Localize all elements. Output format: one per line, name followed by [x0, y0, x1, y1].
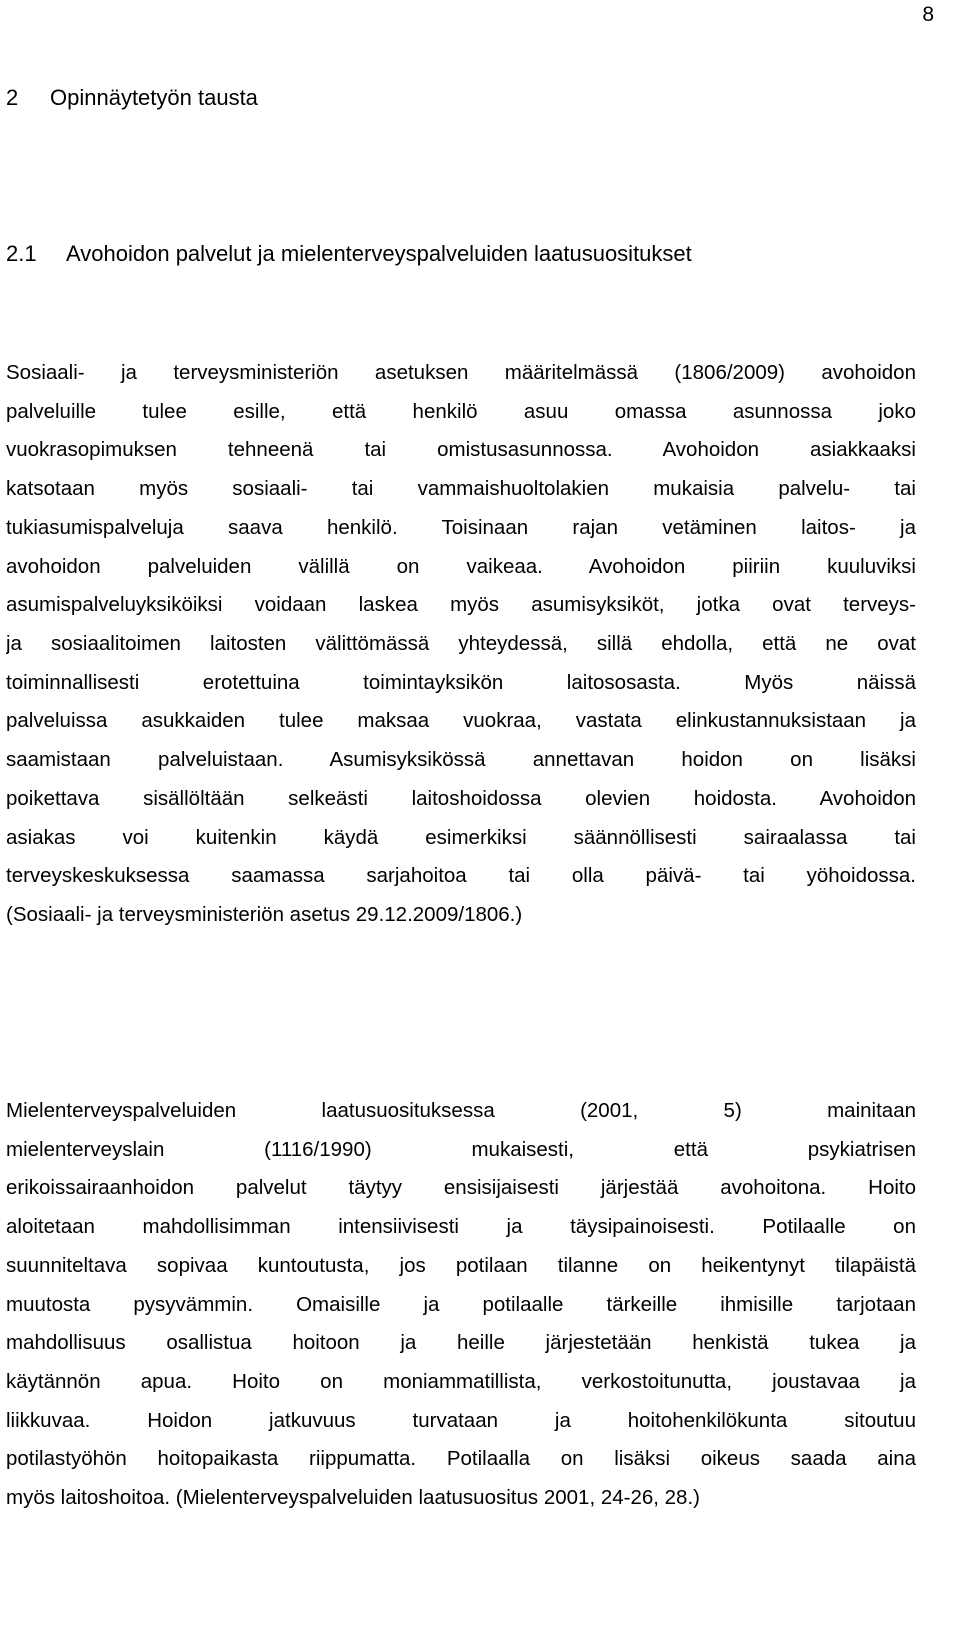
- text-line: muutosta pysyvämmin. Omaisille ja potilaalle tärkeille ihmisille tarjotaan: [6, 1292, 916, 1316]
- text-line: poikettava sisällöltään selkeästi laitoshoidossa olevien hoidosta. Avohoidon: [6, 786, 916, 810]
- paragraph-laatusuositus: [6, 1092, 916, 1518]
- chapter-heading: [6, 84, 258, 112]
- text-line: palveluissa asukkaiden tulee maksaa vuokraa, vastata elinkustannuksistaan ja: [6, 709, 916, 733]
- text-line: vuokrasopimuksen tehneenä tai omistusasunnossa. Avohoidon asiakkaaksi: [6, 438, 916, 462]
- text-line: terveyskeskuksessa saamassa sarjahoitoa tai olla päivä- tai yöhoidossa.: [6, 864, 916, 888]
- text-line: tukiasumispalveluja saava henkilö. Toisinaan rajan vetäminen laitos- ja: [6, 515, 916, 539]
- text-line: mielenterveyslain (1116/1990) mukaisesti, että psykiatrisen: [6, 1137, 916, 1161]
- text-line: asiakas voi kuitenkin käydä esimerkiksi säännöllisesti sairaalassa tai: [6, 825, 916, 849]
- text-line: mahdollisuus osallistua hoitoon ja heille järjestetään henkistä tukea ja: [6, 1331, 916, 1355]
- paragraph-avohoito-definition: [6, 354, 916, 935]
- text-line: katsotaan myös sosiaali- tai vammaishuoltolakien mukaisia palvelu- tai: [6, 477, 916, 501]
- text-line: avohoidon palveluiden välillä on vaikeaa. Avohoidon piiriin kuuluviksi: [6, 554, 916, 578]
- text-line: aloitetaan mahdollisimman intensiivisesti ja täysipainoisesti. Potilaalle on: [6, 1215, 916, 1239]
- chapter-number: 2: [6, 85, 19, 110]
- section-heading: [6, 240, 692, 268]
- text-line: liikkuvaa. Hoidon jatkuvuus turvataan ja hoitohenkilökunta sitoutuu: [6, 1408, 916, 1432]
- text-line: toiminnallisesti erotettuina toimintayksikön laitososasta. Myös näissä: [6, 670, 916, 694]
- text-line: myös laitoshoitoa. (Mielenterveyspalveluiden laatusuositus 2001, 24-26, 28.): [6, 1486, 700, 1510]
- page-number: 8: [922, 3, 934, 26]
- section-title: Avohoidon palvelut ja mielenterveyspalveluiden laatusuositukset: [66, 241, 692, 266]
- text-line: käytännön apua. Hoito on moniammatillista, verkostoitunutta, joustavaa ja: [6, 1370, 916, 1394]
- section-number: 2.1: [6, 241, 37, 266]
- text-line: saamistaan palveluistaan. Asumisyksikössä annettavan hoidon on lisäksi: [6, 748, 916, 772]
- text-line: erikoissairaanhoidon palvelut täytyy ensisijaisesti järjestää avohoitona. Hoito: [6, 1176, 916, 1200]
- text-line: potilastyöhön hoitopaikasta riippumatta. Potilaalla on lisäksi oikeus saada aina: [6, 1447, 916, 1471]
- text-line: Mielenterveyspalveluiden laatusuosituksessa (2001, 5) mainitaan: [6, 1099, 916, 1122]
- text-line: (Sosiaali- ja terveysministeriön asetus 29.12.2009/1806.): [6, 903, 523, 927]
- text-line: ja sosiaalitoimen laitosten välittömässä yhteydessä, sillä ehdolla, että ne ovat: [6, 632, 916, 656]
- text-line: suunniteltava sopivaa kuntoutusta, jos potilaan tilanne on heikentynyt tilapäistä: [6, 1253, 916, 1277]
- text-line: asumispalveluyksiköiksi voidaan laskea myös asumisyksiköt, jotka ovat terveys-: [6, 593, 916, 617]
- text-line: Sosiaali- ja terveysministeriön asetuksen määritelmässä (1806/2009) avohoidon: [6, 361, 916, 384]
- chapter-title: Opinnäytetyön tausta: [50, 85, 258, 110]
- text-line: palveluille tulee esille, että henkilö asuu omassa asunnossa joko: [6, 399, 916, 423]
